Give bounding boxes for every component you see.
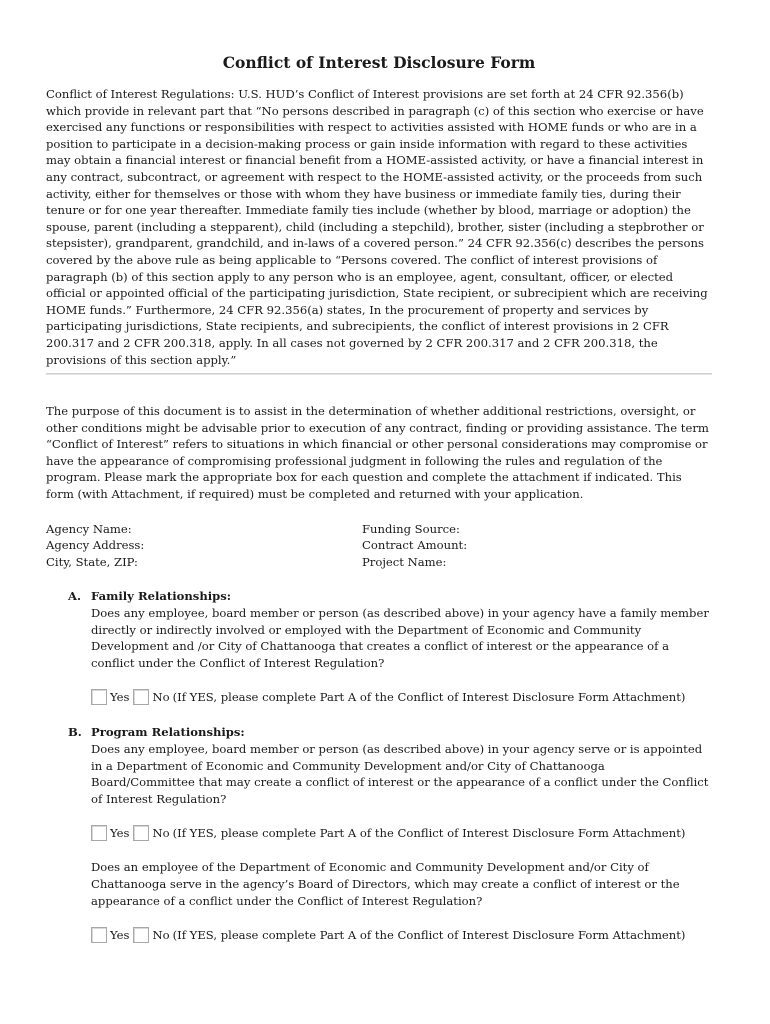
no-checkbox[interactable] [133,825,149,841]
attachment-note: (If YES, please complete Part A of the Conflict of Interest Disclosure Form Attachment) [172,928,686,943]
no-checkbox[interactable] [133,689,149,705]
section-a-answer [91,688,712,706]
section-a-letter: A. [68,589,82,604]
city-state-zip-label: City, State, ZIP: [46,554,138,569]
yes-checkbox[interactable] [91,927,107,943]
yes-checkbox[interactable] [91,689,107,705]
section-b-heading [46,724,712,741]
agency-fields [46,521,712,571]
section-b-letter: B. [68,725,82,740]
section-a-heading [46,588,712,605]
yes-label: Yes [110,826,130,841]
fields-left-column [46,521,362,571]
contract-amount-label: Contract Amount: [362,538,468,553]
agency-address-label: Agency Address: [46,538,145,553]
no-label: No [152,690,170,705]
divider [46,373,712,375]
form-title: Conflict of Interest Disclosure Form [222,53,536,72]
section-b-answer-2 [91,926,712,944]
purpose-paragraph: The purpose of this document is to assist in the determination of whether additional restrictions, oversight, or other conditions might be advisable prior to execution of any contract, finding or providing assistance. The term “Conflict of Interest” refers to situations in which financial or other personal considerations may compromise or have the appearance of compromising professional judgment in following the rules and regulation of the program. Please mark the appropriate box for each question and complete the attachment if indicated. This form (with Attachment, if required) must be completed and returned with your application. [46,404,709,502]
yes-label: Yes [110,928,130,943]
no-label: No [152,928,170,943]
fields-right-column [362,521,712,571]
section-a-question: Does any employee, board member or person (as described above) in your agency have a family member directly or indirectly involved or employed with the Department of Economic and Community Development and /or City of Chattanooga that creates a conflict of interest or the appearance of a conflict under the Conflict of Interest Regulation? [91,606,709,670]
agency-name-label: Agency Name: [46,521,132,536]
project-name-label: Project Name: [362,554,447,569]
yes-label: Yes [110,690,130,705]
yes-checkbox[interactable] [91,825,107,841]
section-b [46,724,712,944]
regulations-paragraph: Conflict of Interest Regulations: U.S. HUD’s Conflict of Interest provisions are set forth at 24 CFR 92.356(b) which provide in relevant part that “No persons described in paragraph (c) of this section who exercise or have exercised any functions or responsibilities with respect to activities assisted with HOME funds or who are in a position to participate in a decision-making process or gain inside information with regard to these activities may obtain a financial interest or financial benefit from a HOME-assisted activity, or have a financial interest in any contract, subcontract, or agreement with respect to the HOME-assisted activity, or the proceeds from such activity, either for themselves or those with whom they have business or immediate family ties, during their tenure or for one year thereafter. Immediate family ties include (whether by blood, marriage or adoption) the spouse, parent (including a stepparent), child (including a stepchild), brother, sister (including a stepbrother or stepsister), grandparent, grandchild, and in-laws of a covered person.” 24 CFR 92.356(c) describes the persons covered by the above rule as being applicable to “Persons covered. The conflict of interest provisions of paragraph (b) of this section apply to any person who is an employee, agent, consultant, officer, or elected official or appointed official of the participating jurisdiction, State recipient, or subrecipient which are receiving HOME funds.” Furthermore, 24 CFR 92.356(a) states, In the procurement of property and services by participating jurisdictions, State recipients, and subrecipients, the conflict of interest provisions in 2 CFR 200.317 and 2 CFR 200.318, apply. In all cases not governed by 2 CFR 200.317 and 2 CFR 200.318, the provisions of this section apply.” [46,87,708,367]
no-label: No [152,826,170,841]
section-b-question-2: Does an employee of the Department of Economic and Community Development and/or City of Chattanooga serve in the agency’s Board of Directors, which may create a conflict of interest or the appearance of a conflict under the Conflict of Interest Regulation? [91,860,680,908]
section-b-question-1: Does any employee, board member or person (as described above) in your agency serve or is appointed in a Department of Economic and Community Development and/or City of Chattanooga Board/Committee that may create a conflict of interest or the appearance of a conflict under the Conflict of Interest Regulation? [91,742,709,806]
attachment-note: (If YES, please complete Part A of the Conflict of Interest Disclosure Form Attachment) [172,826,686,841]
funding-source-label: Funding Source: [362,521,460,536]
section-b-answer-1 [91,824,712,842]
attachment-note: (If YES, please complete Part A of the Conflict of Interest Disclosure Form Attachment) [172,690,686,705]
no-checkbox[interactable] [133,927,149,943]
section-b-title: Program Relationships: [91,725,245,740]
section-a-title: Family Relationships: [91,589,232,604]
section-a [46,588,712,706]
